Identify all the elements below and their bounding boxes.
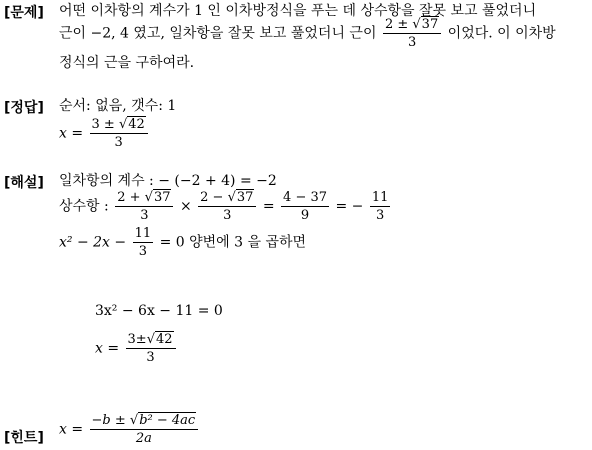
solution-display-2-den: 3: [146, 350, 155, 365]
answer-radicand: 42: [128, 117, 145, 132]
answer-line-1: 순서: 없음, 갯수: 1: [59, 98, 177, 114]
solution-constant-lead: 상수항 :: [59, 198, 109, 215]
solution-frac-2-den: 3: [223, 208, 232, 223]
answer-den: 3: [114, 135, 123, 150]
answer-num: 3 ±: [91, 117, 115, 132]
problem-root-num: 2 ±: [384, 17, 409, 32]
problem-line-2-text-a: 근이 −2, 4 였고, 일차항을 잘못 보고 풀었더니 근이: [59, 25, 377, 42]
solution-line-3-frac: [133, 226, 154, 259]
solution-frac-4-den: 3: [375, 208, 385, 223]
problem-line-2: [59, 17, 556, 50]
solution-display-1: 3x² − 6x − 11 = 0: [95, 303, 223, 319]
solution-line-3-den: 3: [138, 244, 147, 259]
solution-line-3-text: = 0 양변에 3 을 곱하면: [159, 234, 307, 251]
hint-x-eq: x =: [59, 421, 84, 438]
solution-frac-2-num: 2 −: [200, 190, 224, 205]
solution-frac-3-den: 9: [300, 208, 310, 223]
problem-line-2-text-b: 이었다. 이 이차방: [447, 25, 556, 42]
hint-formula: [59, 413, 200, 446]
problem-label: [문제]: [4, 5, 44, 21]
solution-times: ×: [179, 198, 192, 215]
solution-display-2-radicand: 42: [156, 332, 173, 347]
solution-frac-1-num: 2 +: [117, 190, 141, 205]
solution-frac-2-radicand: 37: [236, 190, 254, 205]
answer-x-eq: x =: [59, 125, 84, 142]
solution-line-2: [59, 190, 392, 223]
hint-den: 2a: [135, 431, 152, 446]
solution-equals-1: =: [262, 198, 275, 215]
solution-display-2: [95, 332, 178, 365]
answer-label: [정답]: [4, 100, 44, 116]
solution-line-1: 일차항의 계수 : − (−2 + 4) = −2: [59, 173, 277, 189]
solution-frac-1-radicand: 37: [153, 190, 171, 205]
solution-frac-4: [370, 190, 391, 223]
solution-label: [해설]: [4, 175, 44, 191]
problem-root-den: 3: [407, 35, 417, 50]
hint-num: −b ±: [91, 413, 126, 428]
solution-frac-3-num: 4 − 37: [283, 190, 328, 205]
hint-label: [힌트]: [4, 430, 44, 446]
solution-line-3-num: 11: [134, 226, 152, 241]
problem-root-radicand: 37: [421, 17, 439, 32]
answer-formula: [59, 117, 150, 150]
hint-radicand: b² − 4ac: [139, 413, 196, 428]
solution-display-2-num: 3±: [127, 332, 147, 347]
problem-root-fraction: $\frac{2 \pm √37}{3}$: [383, 17, 441, 50]
solution-line-3-poly: x² − 2x −: [59, 234, 127, 251]
solution-display-2-x: x =: [95, 340, 120, 357]
solution-equals-2: = −: [335, 198, 364, 215]
solution-frac-1: $\frac{2 + √37}{3}$: [115, 190, 173, 223]
problem-line-3: 정식의 근을 구하여라.: [59, 55, 195, 71]
answer-fraction: $\frac{3 \pm √42}{3}$: [90, 117, 148, 150]
solution-display-2-frac: $\frac{3\pm√42}{3}$: [126, 332, 176, 365]
solution-frac-3: [281, 190, 329, 223]
hint-fraction: $\frac{\text{−b ± √b² − 4ac}}{2a}$: [90, 413, 199, 446]
problem-line-1: 어떤 이차항의 계수가 1 인 이차방정식을 푸는 데 상수항을 잘못 보고 풀었더니: [59, 3, 537, 19]
solution-frac-1-den: 3: [140, 208, 149, 223]
solution-frac-2: $\frac{2 - √37}{3}$: [198, 190, 256, 223]
solution-frac-4-num: 11: [371, 190, 389, 205]
solution-line-3: [59, 226, 306, 259]
